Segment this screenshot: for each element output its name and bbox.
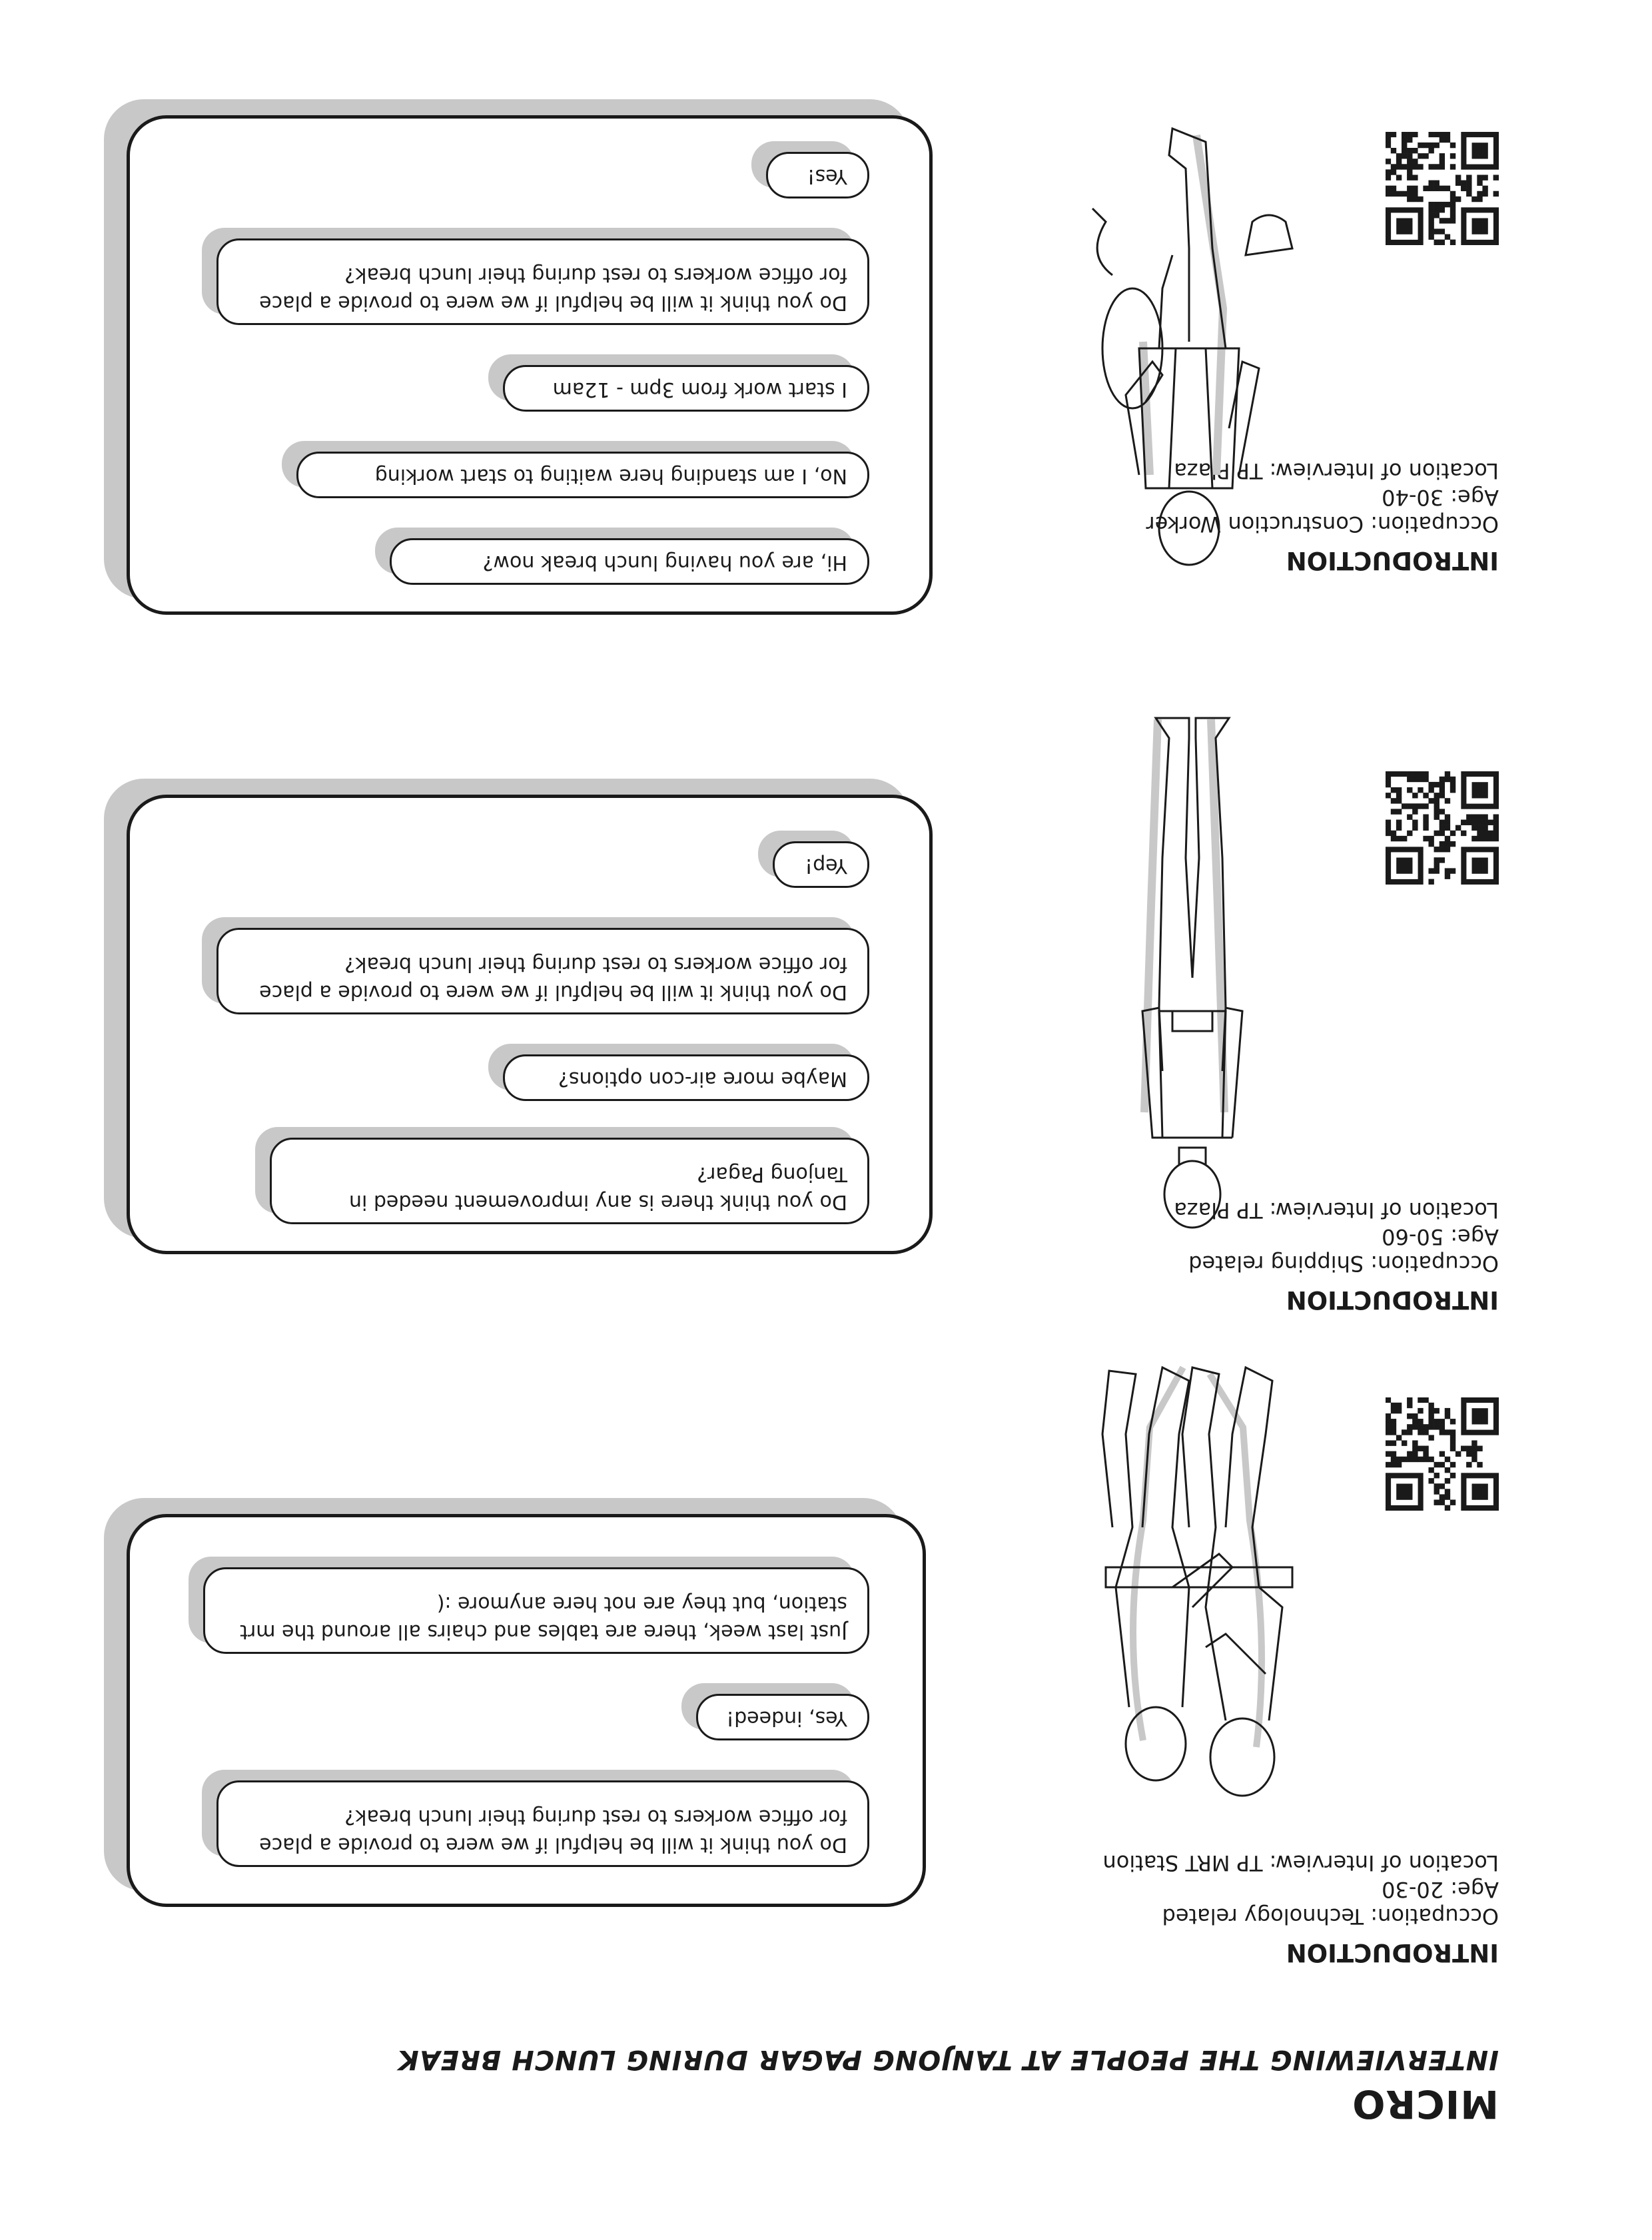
page-subtitle: INTERVIEWING THE PEOPLE AT TANJONG PAGAR DURING LUNCH BREAK (397, 2044, 1499, 2075)
occupation-text: Occupation: Construction Worker (1146, 512, 1499, 537)
answer-bubble: Yes, indeed! (696, 1694, 869, 1740)
question-bubble: Hi, are you having lunch break now? (390, 538, 869, 585)
page-title: MICRO (1352, 2081, 1499, 2127)
question-bubble: Do you think it will be helpful if we were to provide a place for office workers to rest during their lunch break? (216, 928, 869, 1014)
age-text: Age: 50-60 (1382, 1224, 1499, 1250)
question-bubble: Do you think it will be helpful if we were to provide a place for office workers to rest during their lunch break? (216, 1780, 869, 1867)
question-bubble: Do you think there is any improvement needed in Tanjong Pagar? (270, 1138, 869, 1224)
answer-bubble: Maybe more air-con options? (503, 1054, 869, 1101)
answer-bubble: Yep! (773, 841, 869, 888)
location-text: Location of Interview: TP Plaza (1174, 458, 1499, 484)
intro-heading: INTRODUCTION (1286, 546, 1499, 575)
question-bubble: Do you think it will be helpful if we were to provide a place for office workers to rest during their lunch break? (216, 238, 869, 325)
construction-worker-illustration (1086, 122, 1306, 568)
location-text: Location of Interview: TP Plaza (1174, 1198, 1499, 1223)
qr-code-icon (1386, 132, 1499, 245)
age-text: Age: 20-30 (1382, 1877, 1499, 1902)
answer-bubble: I start work from 3pm - 12am (503, 365, 869, 412)
answer-bubble: Yes! (766, 152, 869, 198)
conversation-list (130, 119, 929, 611)
intro-heading: INTRODUCTION (1286, 1938, 1499, 1967)
conversation-panel (127, 115, 933, 615)
answer-bubble: Just last week, there are tables and chairs all around the mrt station, but they are not here anymore :( (203, 1567, 869, 1654)
age-text: Age: 30-40 (1382, 485, 1499, 510)
occupation-text: Occupation: Technology related (1162, 1904, 1499, 1929)
answer-bubble: No, I am standing here waiting to start working (296, 452, 869, 498)
location-text: Location of Interview: TP MRT Station (1102, 1850, 1499, 1876)
intro-heading: INTRODUCTION (1286, 1286, 1499, 1314)
occupation-text: Occupation: Shipping related (1188, 1251, 1499, 1276)
